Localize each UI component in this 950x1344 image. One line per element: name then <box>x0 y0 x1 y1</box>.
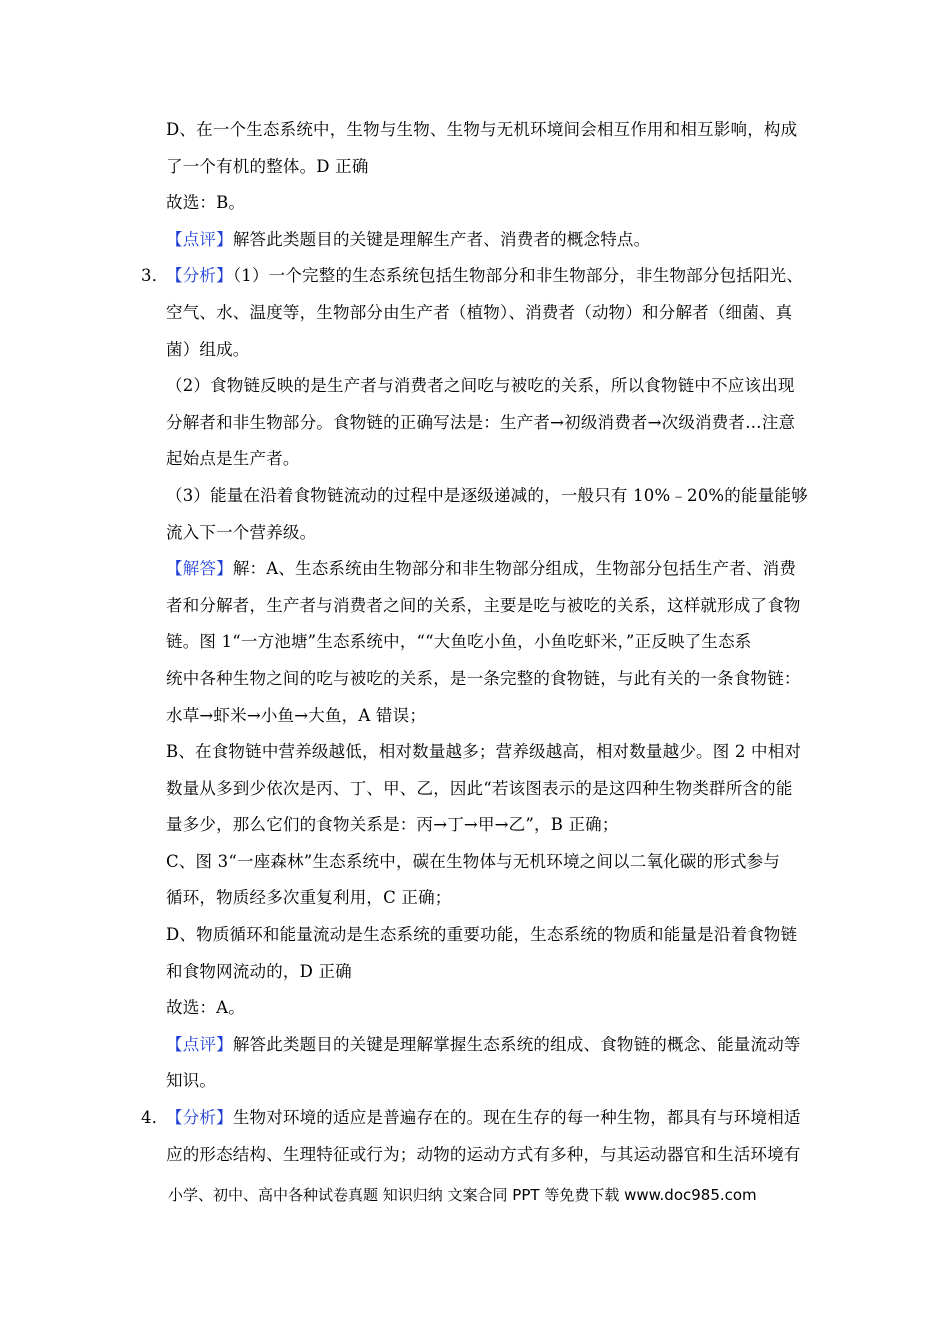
line-text: C、图 3“一座森林”生态系统中，碳在生物体与无机环境之间以二氧化碳的形式参与 <box>166 851 781 871</box>
text-line <box>166 405 806 442</box>
text-line <box>166 1063 806 1100</box>
line-text: D、物质循环和能量流动是生态系统的重要功能，生态系统的物质和能量是沿着食物链 <box>166 925 798 945</box>
text-line <box>166 807 806 844</box>
text-line <box>166 698 806 735</box>
line-text: 解答此类题目的关键是理解掌握生态系统的组成、食物链的概念、能量流动等 <box>232 1034 801 1054</box>
line-text: 故选：A。 <box>166 998 245 1018</box>
line-text: 菌）组成。 <box>166 339 250 359</box>
text-line <box>166 222 806 259</box>
line-text: 者和分解者，生产者与消费者之间的关系，主要是吃与被吃的关系，这样就形成了食物 <box>166 595 801 615</box>
text-line <box>166 185 806 222</box>
line-text: 流入下一个营养级。 <box>166 522 317 542</box>
text-line <box>166 368 806 405</box>
line-text: 分解者和非生物部分。食物链的正确写法是：生产者→初级消费者→次级消费者…注意 <box>166 412 796 432</box>
section-tag: 【分析】 <box>166 1108 233 1128</box>
text-line <box>166 112 806 149</box>
text-line <box>166 624 806 661</box>
text-line <box>166 880 806 917</box>
text-line <box>166 588 806 625</box>
text-line <box>141 258 806 295</box>
text-line <box>166 149 806 186</box>
question-number: 4． <box>141 1108 169 1128</box>
line-text: B、在食物链中营养级越低，相对数量越多；营养级越高，相对数量越少。图 2 中相对 <box>166 742 802 762</box>
line-text: 知识。 <box>166 1071 217 1091</box>
text-line <box>166 771 806 808</box>
question-number: 3． <box>141 266 169 286</box>
text-line <box>166 954 806 991</box>
line-text: （2）食物链反映的是生产者与消费者之间吃与被吃的关系，所以食物链中不应该出现 <box>166 376 795 396</box>
line-text: 和食物网流动的，D 正确 <box>166 961 352 981</box>
section-tag: 【解答】 <box>166 559 233 579</box>
text-line <box>166 441 806 478</box>
line-text: 故选：B。 <box>166 193 246 213</box>
line-text: 循环，物质经多次重复利用，C 正确； <box>166 888 452 908</box>
line-text: 统中各种生物之间的吃与被吃的关系，是一条完整的食物链，与此有关的一条食物链： <box>166 668 801 688</box>
text-line <box>166 661 806 698</box>
text-line <box>166 1027 806 1064</box>
text-line <box>141 1100 806 1137</box>
section-tag: 【点评】 <box>166 1034 233 1054</box>
text-line <box>166 990 806 1027</box>
text-line <box>166 478 806 515</box>
line-text: 生物对环境的适应是普遍存在的。现在生存的每一种生物，都具有与环境相适 <box>232 1108 801 1128</box>
text-line <box>166 734 806 771</box>
text-line <box>166 1137 806 1174</box>
section-tag: 【分析】 <box>166 266 233 286</box>
line-text: 空气、水、温度等，生物部分由生产者（植物）、消费者（动物）和分解者（细菌、真 <box>166 302 793 322</box>
text-line <box>166 844 806 881</box>
line-text: （1）一个完整的生态系统包括生物部分和非生物部分，非生物部分包括阳光、 <box>232 266 804 286</box>
text-line <box>166 551 806 588</box>
line-text: 起始点是生产者。 <box>166 449 300 469</box>
section-tag: 【点评】 <box>166 229 233 249</box>
line-text: （3）能量在沿着食物链流动的过程中是逐级递减的，一般只有 10%﹣20%的能量能够 <box>166 485 808 505</box>
line-text: D、在一个生态系统中，生物与生物、生物与无机环境间会相互作用和相互影响，构成 <box>166 120 798 139</box>
page-footer[interactable]: 小学、初中、高中各种试卷真题 知识归纳 文案合同 PPT 等免费下载 www.doc985.com <box>168 1186 757 1204</box>
line-text: 了一个有机的整体。D 正确 <box>166 156 369 176</box>
line-text: 解答此类题目的关键是理解生产者、消费者的概念特点。 <box>232 229 651 249</box>
text-line <box>166 917 806 954</box>
answer-body <box>141 112 808 1173</box>
line-text: 量多少，那么它们的食物关系是：丙→丁→甲→乙”，B 正确； <box>166 815 619 835</box>
line-text: 数量从多到少依次是丙、丁、甲、乙，因此“若该图表示的是这四种生物类群所含的能 <box>166 778 793 798</box>
text-line <box>166 295 806 332</box>
line-text: 应的形态结构、生理特征或行为；动物的运动方式有多种，与其运动器官和生活环境有 <box>166 1144 801 1164</box>
line-text: 水草→虾米→小鱼→大鱼，A 错误； <box>166 705 427 725</box>
text-line <box>166 515 806 552</box>
text-line <box>166 332 806 369</box>
line-text: 解：A、生态系统由生物部分和非生物部分组成，生物部分包括生产者、消费 <box>232 559 797 579</box>
line-text: 链。图 1“一方池塘”生态系统中，““大鱼吃小鱼，小鱼吃虾米，”正反映了生态系 <box>166 632 752 652</box>
